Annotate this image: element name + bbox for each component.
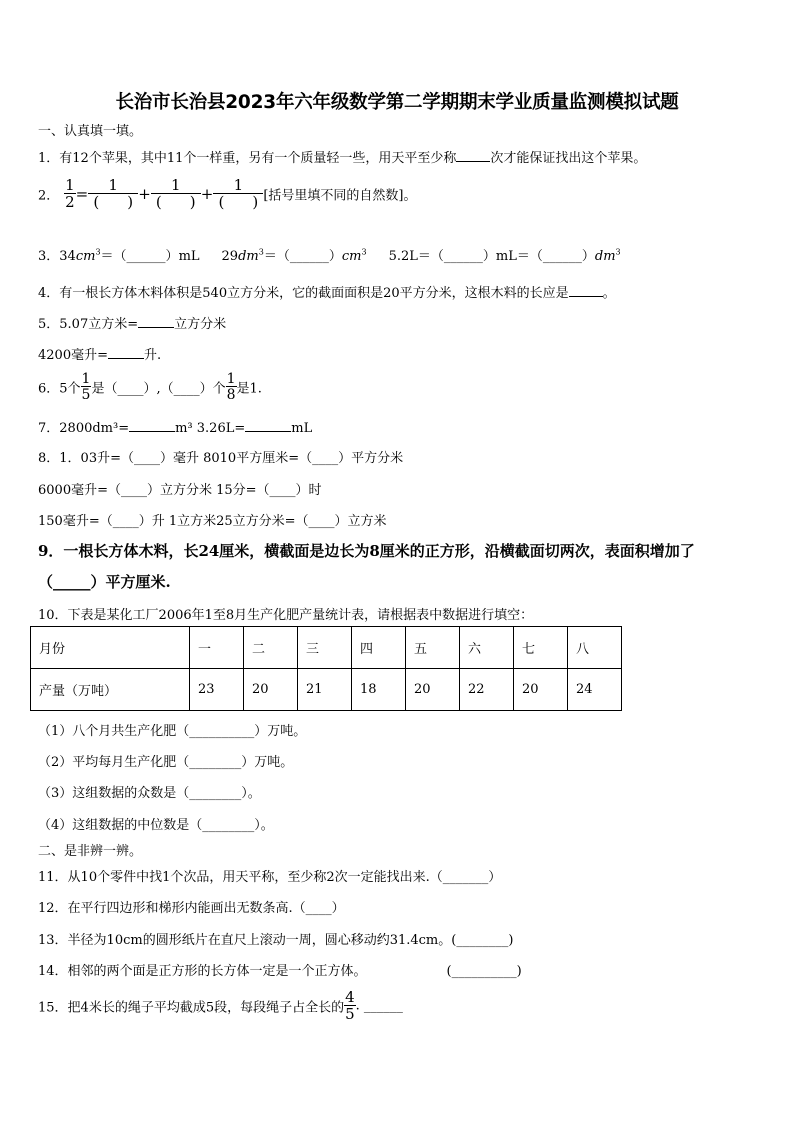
plus-sign: + bbox=[138, 185, 151, 203]
fraction-one-fifth bbox=[81, 372, 92, 402]
question-10: 10．下表是某化工厂2006年1至8月生产化肥产量统计表，请根据表中数据进行填空： bbox=[38, 608, 534, 623]
exponent: 3 bbox=[615, 247, 621, 257]
table-row-label: 产量（万吨） bbox=[31, 669, 190, 711]
question-12: 12．在平行四边形和梯形内能画出无数条高.（____） bbox=[38, 901, 345, 916]
unit-ml: mL bbox=[178, 249, 200, 264]
question-15-text: 15．把4米长的绳子平均截成5段，每段绳子占全长的 bbox=[38, 1000, 345, 1016]
value-29: 29 bbox=[221, 249, 239, 264]
question-7-text-c: mL bbox=[291, 421, 313, 436]
question-1 bbox=[38, 147, 646, 166]
question-6 bbox=[38, 372, 262, 402]
value-cell: 20 bbox=[244, 669, 298, 711]
answer-blank[interactable]: （______） bbox=[529, 249, 595, 264]
question-4-text: 4．有一根长方体木料体积是540立方分米，它的截面面积是20平方分米，这根木料的长应是 bbox=[38, 286, 569, 301]
answer-blank[interactable] bbox=[108, 345, 144, 359]
answer-blank[interactable] bbox=[456, 148, 490, 162]
fraction-one-half bbox=[64, 178, 76, 210]
section-1-heading: 一、认真填一填。 bbox=[38, 124, 143, 139]
answer-blank[interactable] bbox=[138, 314, 174, 328]
month-cell: 八 bbox=[568, 627, 622, 669]
answer-blank[interactable] bbox=[129, 418, 175, 432]
table-header-cell: 月份 bbox=[31, 627, 190, 669]
question-2-number: 2． bbox=[38, 188, 60, 204]
month-cell: 五 bbox=[406, 627, 460, 669]
left-paren: ( bbox=[218, 193, 225, 211]
fraction-denominator-blank[interactable] bbox=[88, 193, 138, 210]
fraction-numerator: 1 bbox=[170, 176, 181, 194]
fraction-blank-2[interactable] bbox=[151, 178, 201, 210]
fraction-numerator: 1 bbox=[81, 371, 91, 387]
table-row bbox=[31, 669, 622, 711]
fraction-denominator: 5 bbox=[345, 1005, 355, 1023]
exponent: 3 bbox=[95, 247, 101, 257]
question-8c: 150毫升=（____）升 1立方米25立方分米=（____）立方米 bbox=[38, 514, 387, 529]
answer-blank[interactable] bbox=[245, 418, 291, 432]
fraction-numerator: 4 bbox=[345, 988, 355, 1006]
sub-question-2: （2）平均每月生产化肥（________）万吨。 bbox=[38, 755, 294, 770]
unit-dm: dm bbox=[238, 249, 259, 264]
month-cell: 四 bbox=[352, 627, 406, 669]
production-table bbox=[30, 626, 622, 711]
sub-question-4: （4）这组数据的中位数是（________）。 bbox=[38, 818, 274, 833]
question-14 bbox=[38, 960, 522, 979]
question-2 bbox=[38, 178, 417, 210]
answer-blank[interactable]: （______） bbox=[276, 249, 342, 264]
question-14-text: 14．相邻的两个面是正方形的长方体一定是一个正方体。 bbox=[38, 964, 367, 979]
section-2-heading: 二、是非辨一辨。 bbox=[38, 844, 143, 859]
unit-ml-eq: mL＝ bbox=[495, 249, 530, 264]
question-6-text-c: 是1. bbox=[236, 381, 262, 397]
answer-blank[interactable]: （______） bbox=[430, 249, 496, 264]
value-cell: 23 bbox=[190, 669, 244, 711]
fraction-numerator: 1 bbox=[108, 176, 118, 194]
question-11: 11．从10个零件中找1个次品，用天平称，至少称2次一定能找出来.（_______） bbox=[38, 870, 502, 885]
question-9-line-1: 9．一根长方体木料，长24厘米，横截面是边长为8厘米的正方形，沿横截面切两次，表面积增加了 bbox=[38, 542, 695, 560]
answer-blank[interactable] bbox=[569, 283, 603, 297]
fraction-numerator: 1 bbox=[65, 176, 75, 194]
question-6-text-b: 是（____）,（____）个 bbox=[91, 381, 226, 397]
value-cell: 18 bbox=[352, 669, 406, 711]
value-cell: 20 bbox=[406, 669, 460, 711]
value-cell: 20 bbox=[514, 669, 568, 711]
left-paren: ( bbox=[155, 193, 162, 211]
equals-sign: = bbox=[75, 185, 89, 203]
month-cell: 六 bbox=[460, 627, 514, 669]
question-4 bbox=[38, 282, 616, 301]
fraction-denominator-blank[interactable] bbox=[151, 193, 201, 210]
fraction-one-eighth bbox=[226, 372, 237, 402]
question-5-tail: 立方分米 bbox=[174, 317, 227, 332]
question-15 bbox=[38, 990, 403, 1022]
fraction-denominator-blank[interactable] bbox=[213, 193, 263, 210]
table-row bbox=[31, 627, 622, 669]
plus-sign: + bbox=[200, 185, 214, 203]
answer-blank[interactable]: （______） bbox=[113, 249, 179, 264]
month-cell: 二 bbox=[244, 627, 298, 669]
unit-cm: cm bbox=[75, 249, 96, 264]
fraction-four-fifths bbox=[344, 990, 356, 1022]
fraction-numerator: 1 bbox=[226, 371, 236, 387]
unit-cm: cm bbox=[341, 249, 362, 264]
question-5-text: 5．5.07立方米= bbox=[38, 317, 139, 332]
sub-question-3: （3）这组数据的众数是（________）。 bbox=[38, 786, 261, 801]
question-5 bbox=[38, 313, 226, 332]
question-5b-tail: 升. bbox=[143, 348, 162, 363]
exponent: 3 bbox=[258, 247, 264, 257]
fraction-blank-1[interactable] bbox=[88, 178, 138, 210]
right-paren: ) bbox=[252, 193, 259, 211]
value-34: 34 bbox=[59, 249, 76, 264]
question-3 bbox=[38, 245, 621, 264]
right-paren: ) bbox=[127, 193, 134, 211]
month-cell: 三 bbox=[298, 627, 352, 669]
equals-sign: ＝ bbox=[100, 249, 114, 264]
question-7 bbox=[38, 417, 312, 436]
value-cell: 22 bbox=[460, 669, 514, 711]
question-7-text-a: 7．2800dm³= bbox=[38, 421, 130, 436]
question-6-text-a: 6．5个 bbox=[38, 381, 81, 397]
fraction-denominator: 8 bbox=[226, 387, 236, 403]
question-13: 13．半径为10cm的圆形纸片在直尺上滚动一周，圆心移动约31.4cm。(________) bbox=[38, 933, 514, 948]
question-5b bbox=[38, 344, 161, 363]
value-5-2l: 5.2L＝ bbox=[388, 249, 431, 264]
fraction-denominator: 2 bbox=[65, 193, 75, 211]
question-9-line-2: （_____）平方厘米. bbox=[38, 573, 171, 591]
question-1-text: 1．有12个苹果，其中11个一样重，另有一个质量轻一些，用天平至少称 bbox=[38, 151, 457, 166]
question-15-tail: . ______ bbox=[355, 998, 403, 1014]
equals-sign: ＝ bbox=[263, 249, 277, 264]
question-1-tail: 次才能保证找出这个苹果。 bbox=[490, 151, 647, 166]
question-7-text-b: m³ 3.26L= bbox=[175, 421, 246, 436]
question-4-tail: 。 bbox=[602, 286, 616, 301]
month-cell: 七 bbox=[514, 627, 568, 669]
value-cell: 24 bbox=[568, 669, 622, 711]
fraction-denominator: 5 bbox=[81, 387, 91, 403]
right-paren: ) bbox=[189, 193, 196, 211]
page-title: 长治市长治县2023年六年级数学第二学期期末学业质量监测模拟试题 bbox=[115, 92, 679, 113]
sub-question-1: （1）八个月共生产化肥（__________）万吨。 bbox=[38, 724, 307, 739]
answer-blank[interactable]: (__________) bbox=[446, 964, 522, 979]
question-8a: 8．1．03升=（____）毫升 8010平方厘米=（____）平方分米 bbox=[38, 451, 404, 466]
fraction-numerator: 1 bbox=[233, 176, 244, 194]
value-cell: 21 bbox=[298, 669, 352, 711]
unit-dm: dm bbox=[594, 249, 616, 264]
month-cell: 一 bbox=[190, 627, 244, 669]
question-8b: 6000毫升=（____）立方分米 15分=（____）时 bbox=[38, 483, 322, 498]
question-5b-text: 4200毫升= bbox=[38, 348, 108, 363]
left-paren: ( bbox=[93, 193, 100, 211]
question-3-number: 3． bbox=[38, 249, 60, 264]
fraction-blank-3[interactable] bbox=[213, 178, 263, 210]
exponent: 3 bbox=[361, 247, 367, 257]
question-2-tail: [括号里填不同的自然数]。 bbox=[263, 188, 417, 204]
